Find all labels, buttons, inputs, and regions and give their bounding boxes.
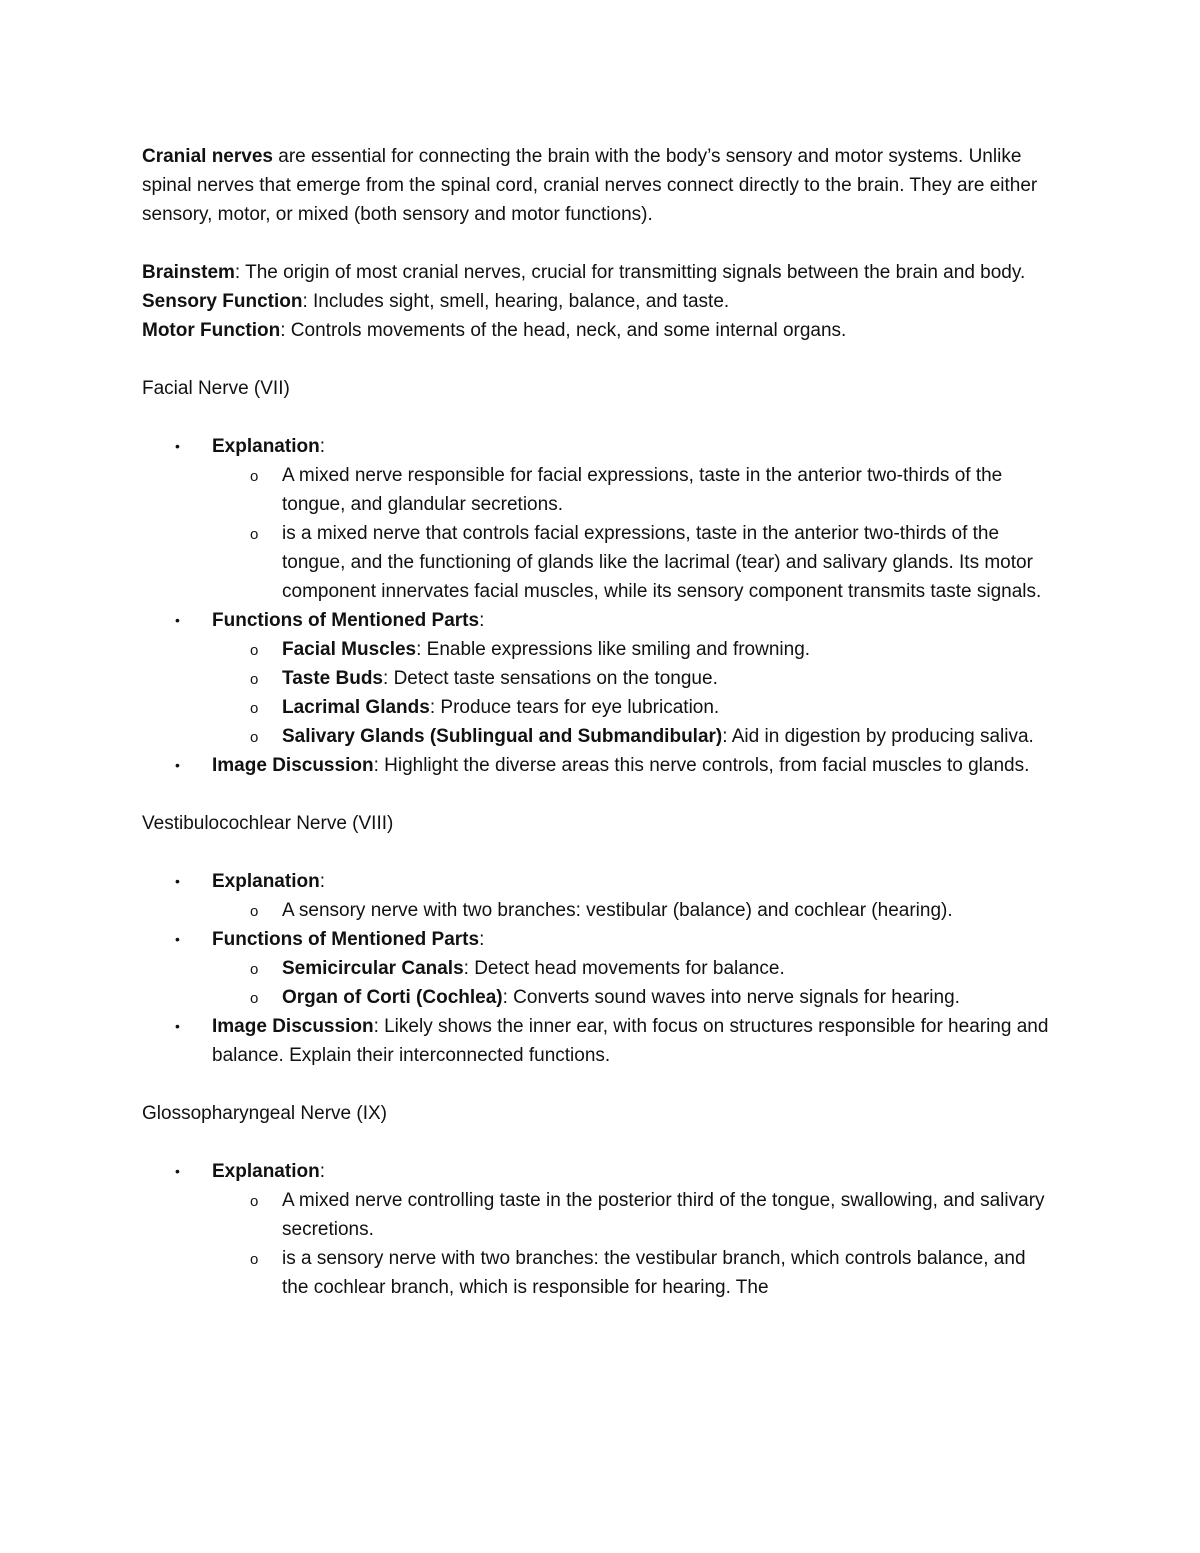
explanation-colon: : — [319, 436, 325, 457]
facial-functions-sublist — [212, 635, 1057, 751]
function-term: Lacrimal Glands — [282, 697, 430, 718]
bullet-icon: • — [175, 931, 180, 947]
list-item — [212, 519, 1057, 606]
function-term: Organ of Corti (Cochlea) — [282, 987, 503, 1008]
list-item — [212, 722, 1057, 751]
vestibulocochlear-nerve-list — [142, 867, 1057, 1070]
vestibulo-explanation-sublist — [212, 896, 1057, 925]
function-term: Salivary Glands (Sublingual and Submandibular) — [282, 726, 723, 747]
explanation-text: A mixed nerve responsible for facial expressions, taste in the anterior two-thirds of the tongue, and glandular secretions. — [282, 465, 1003, 515]
image-discussion-text: : Highlight the diverse areas this nerve controls, from facial muscles to glands. — [373, 755, 1030, 776]
circle-bullet-icon: o — [250, 903, 259, 920]
image-discussion-label: Image Discussion — [212, 1016, 374, 1037]
list-item — [212, 896, 1057, 925]
motor-function-line — [142, 316, 1057, 345]
image-discussion-text: : Likely shows the inner ear, with focus on structures responsible for hearing and balance. Explain their interconnected functions. — [212, 1016, 1049, 1066]
circle-bullet-icon: o — [250, 642, 259, 659]
bullet-icon: • — [175, 438, 180, 454]
list-item — [212, 983, 1057, 1012]
bullet-icon: • — [175, 873, 180, 889]
circle-bullet-icon: o — [250, 1251, 259, 1268]
brainstem-term: Brainstem — [142, 262, 235, 283]
glossopharyngeal-nerve-heading: Glossopharyngeal Nerve (IX) — [142, 1103, 387, 1124]
explanation-colon: : — [319, 871, 325, 892]
circle-bullet-icon: o — [250, 729, 259, 746]
explanation-text: A sensory nerve with two branches: vestibular (balance) and cochlear (hearing). — [282, 900, 953, 921]
list-item — [212, 693, 1057, 722]
explanation-label: Explanation — [212, 1161, 320, 1182]
bullet-icon: • — [175, 757, 180, 773]
function-term: Facial Muscles — [282, 639, 417, 660]
explanation-text: is a sensory nerve with two branches: the vestibular branch, which controls balance, and the cochlear branch, which is responsible for hearing. The — [282, 1248, 1026, 1298]
motor-function-text: : Controls movements of the head, neck, and some internal organs. — [280, 320, 847, 341]
circle-bullet-icon: o — [250, 990, 259, 1007]
glosso-explanation-sublist — [212, 1186, 1057, 1302]
functions-colon: : — [479, 929, 485, 950]
explanation-colon: : — [319, 1161, 325, 1182]
circle-bullet-icon: o — [250, 671, 259, 688]
functions-label: Functions of Mentioned Parts — [212, 610, 480, 631]
glossopharyngeal-nerve-list — [142, 1157, 1057, 1302]
circle-bullet-icon: o — [250, 468, 259, 485]
list-item — [212, 1244, 1057, 1302]
function-text: : Detect head movements for balance. — [463, 958, 785, 979]
circle-bullet-icon: o — [250, 700, 259, 717]
image-discussion-label: Image Discussion — [212, 755, 374, 776]
function-text: : Produce tears for eye lubrication. — [429, 697, 720, 718]
explanation-text: A mixed nerve controlling taste in the posterior third of the tongue, swallowing, and salivary secretions. — [282, 1190, 1045, 1240]
vestibulocochlear-nerve-heading: Vestibulocochlear Nerve (VIII) — [142, 813, 394, 834]
function-text: : Detect taste sensations on the tongue. — [383, 668, 718, 689]
function-text: : Converts sound waves into nerve signals for hearing. — [502, 987, 960, 1008]
function-term: Taste Buds — [282, 668, 384, 689]
explanation-text: is a mixed nerve that controls facial expressions, taste in the anterior two-thirds of the tongue, and the functioning of glands like the lacrimal (tear) and salivary glands. Its motor component innervates facial muscles, while its sensory component transmits taste signals. — [282, 523, 1042, 602]
vestibulo-functions-sublist — [212, 954, 1057, 1012]
function-text: : Aid in digestion by producing saliva. — [722, 726, 1034, 747]
list-item — [212, 1186, 1057, 1244]
facial-nerve-heading: Facial Nerve (VII) — [142, 378, 290, 399]
brainstem-line — [142, 258, 1057, 287]
sensory-function-term: Sensory Function — [142, 291, 303, 312]
intro-paragraph — [142, 142, 1057, 229]
explanation-label: Explanation — [212, 871, 320, 892]
vestibulo-functions-item — [142, 925, 1057, 1012]
facial-nerve-list — [142, 432, 1057, 780]
bullet-icon: • — [175, 612, 180, 628]
sensory-function-line — [142, 287, 1057, 316]
facial-explanation-sublist — [212, 461, 1057, 606]
circle-bullet-icon: o — [250, 1193, 259, 1210]
facial-functions-item — [142, 606, 1057, 751]
list-item — [212, 635, 1057, 664]
cranial-nerves-term: Cranial nerves — [142, 146, 273, 167]
document-body — [142, 142, 1057, 1302]
brainstem-text: : The origin of most cranial nerves, crucial for transmitting signals between the brain and body. — [234, 262, 1026, 283]
list-item — [212, 461, 1057, 519]
functions-label: Functions of Mentioned Parts — [212, 929, 480, 950]
glosso-explanation-item — [142, 1157, 1057, 1302]
cranial-nerves-text: are essential for connecting the brain with the body’s sensory and motor systems. Unlike spinal nerves that emerge from the spinal cord, cranial nerves connect directly to the brain. They are either sensory, motor, or mixed (both sensory and motor functions). — [142, 146, 1038, 225]
facial-image-discussion-item — [142, 751, 1057, 780]
list-item — [212, 664, 1057, 693]
explanation-label: Explanation — [212, 436, 320, 457]
function-term: Semicircular Canals — [282, 958, 464, 979]
list-item — [212, 954, 1057, 983]
motor-function-term: Motor Function — [142, 320, 281, 341]
functions-colon: : — [479, 610, 485, 631]
sensory-function-text: : Includes sight, smell, hearing, balance, and taste. — [302, 291, 730, 312]
vestibulo-explanation-item — [142, 867, 1057, 925]
bullet-icon: • — [175, 1163, 180, 1179]
bullet-icon: • — [175, 1018, 180, 1034]
facial-explanation-item — [142, 432, 1057, 606]
circle-bullet-icon: o — [250, 961, 259, 978]
function-text: : Enable expressions like smiling and frowning. — [416, 639, 811, 660]
circle-bullet-icon: o — [250, 526, 259, 543]
vestibulo-image-discussion-item — [142, 1012, 1057, 1070]
